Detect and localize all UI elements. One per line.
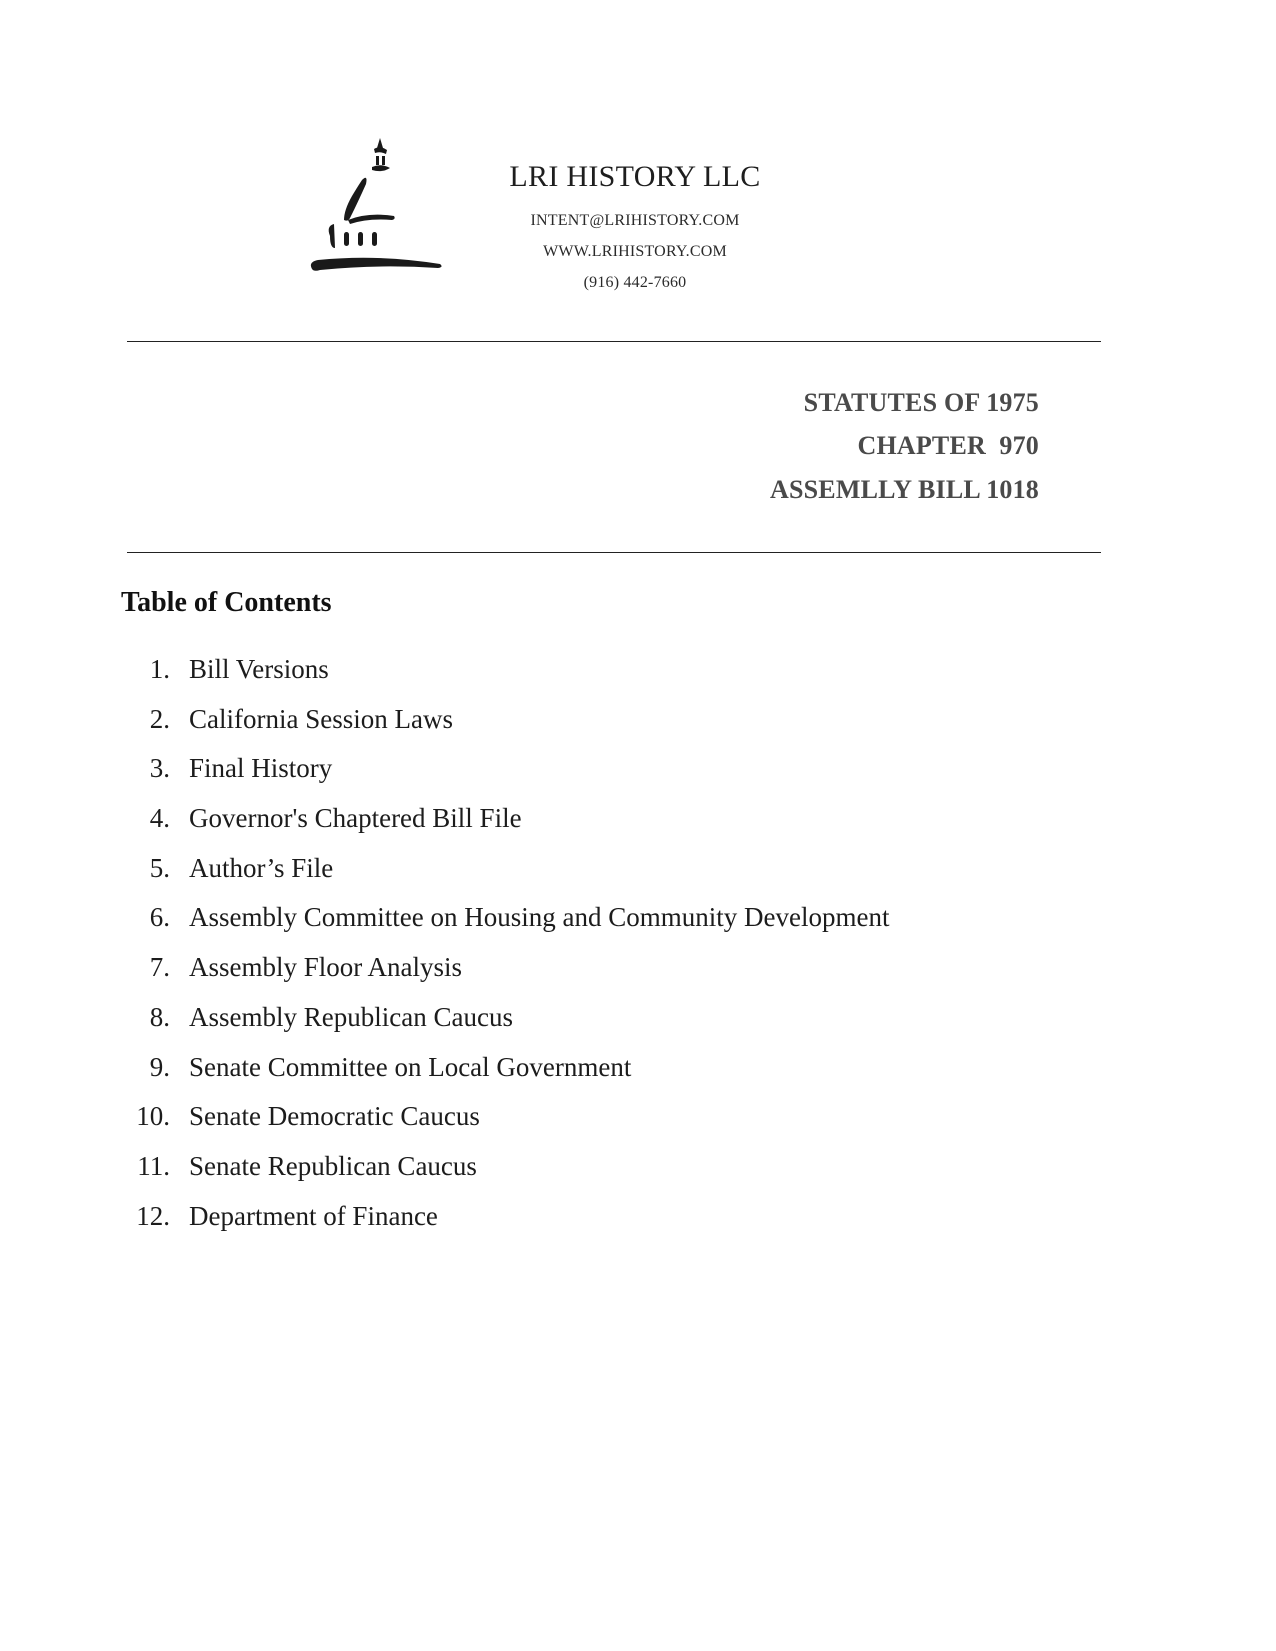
toc-item-label: Assembly Committee on Housing and Community Development [189,902,890,933]
toc-item-label: Bill Versions [189,654,329,684]
toc-item-number: 2. [149,703,170,734]
toc-item-label: Senate Democratic Caucus [189,1101,480,1132]
toc-item [0,1149,1276,1199]
toc-item [0,851,1276,901]
divider-bottom [127,552,1101,553]
toc-item-label: Department of Finance [189,1200,438,1231]
letterhead [0,0,1276,320]
toc-item-number: 7. [149,952,170,983]
divider-top [127,341,1101,342]
toc-item-label: Assembly Floor Analysis [189,952,463,983]
toc-item-number: 5. [149,852,170,883]
toc-item-label: Final History [189,753,333,784]
toc-item [0,1099,1276,1149]
statute-chapter: CHAPTER 970 [857,431,1039,460]
company-website: WWW.LRIHISTORY.COM [543,243,727,260]
toc-item-number: 4. [149,803,170,834]
toc-item [0,1199,1276,1249]
company-phone: (916) 442-7660 [583,274,687,291]
toc-item-label: Senate Republican Caucus [189,1150,477,1181]
statute-bill: ASSEMLLY BILL 1018 [770,475,1039,504]
toc-item [0,652,1276,702]
toc-item-number: 3. [149,753,170,784]
toc-item-label: Governor's Chaptered Bill File [189,803,522,834]
toc-item-number: 12. [136,1200,170,1231]
toc-item [0,1000,1276,1050]
toc-item-number: 8. [149,1001,170,1032]
statute-year: STATUTES OF 1975 [803,388,1039,417]
company-email: INTENT@LRIHISTORY.COM [530,212,740,229]
toc-list [0,652,1276,1248]
toc-item-number: 10. [136,1101,170,1132]
toc-item [0,801,1276,851]
toc-item-number: 9. [149,1051,170,1082]
toc-item-label: Senate Committee on Local Government [189,1051,632,1082]
toc-item [0,1050,1276,1100]
toc-item-label: Author’s File [189,852,334,883]
toc-item [0,950,1276,1000]
company-name: LRI HISTORY LLC [509,160,761,193]
toc-item [0,751,1276,801]
toc-title: Table of Contents [121,587,332,618]
toc-item-label: California Session Laws [189,703,453,734]
toc-item-label: Assembly Republican Caucus [189,1001,513,1032]
toc-item [0,702,1276,752]
capitol-dome-icon [308,136,448,296]
toc-item [0,900,1276,950]
toc-item-number: 6. [149,902,170,933]
toc-item-number: 11. [137,1150,170,1181]
toc-item-number: 1. [149,654,170,684]
